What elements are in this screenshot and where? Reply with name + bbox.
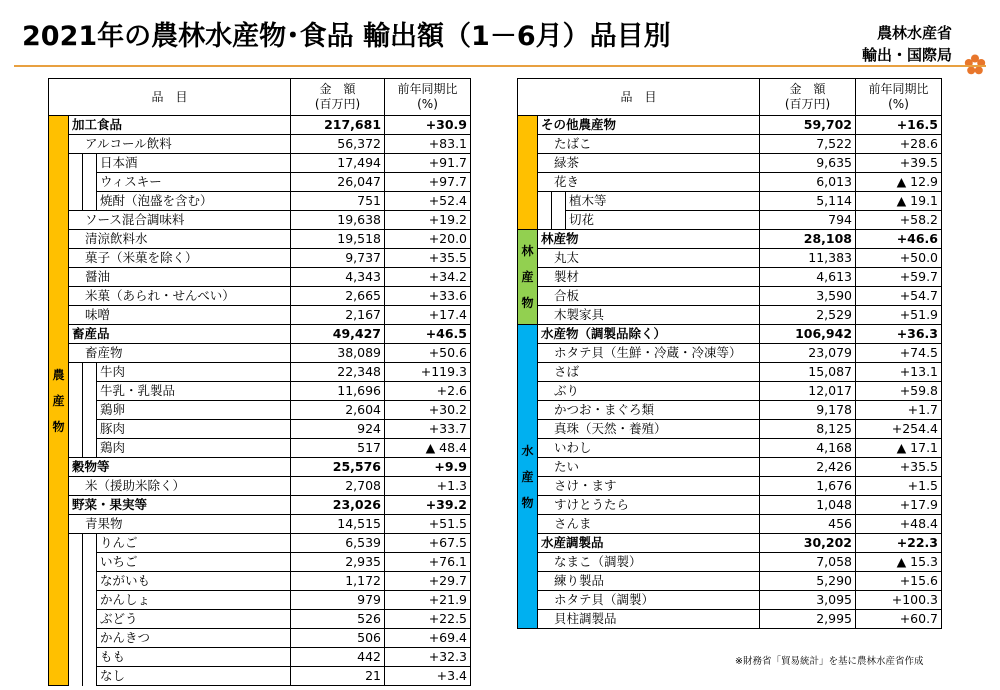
item-name: 味噌 bbox=[69, 306, 291, 325]
indent-cell bbox=[83, 610, 97, 629]
amount-value: 794 bbox=[760, 211, 856, 230]
ratio-value: +30.2 bbox=[385, 401, 471, 420]
amount-value: 5,290 bbox=[760, 572, 856, 591]
header-amount: 金 額 (百万円) bbox=[291, 79, 385, 116]
ratio-value: +67.5 bbox=[385, 534, 471, 553]
ratio-value: +33.7 bbox=[385, 420, 471, 439]
indent-cell bbox=[69, 629, 83, 648]
category-char: 水 bbox=[521, 443, 534, 458]
ratio-value: +36.3 bbox=[856, 325, 942, 344]
indent-cell bbox=[69, 401, 83, 420]
amount-value: 19,518 bbox=[291, 230, 385, 249]
table-row bbox=[49, 667, 471, 686]
item-name: 米（援助米除く） bbox=[69, 477, 291, 496]
table-row bbox=[49, 648, 471, 667]
table-row bbox=[518, 325, 942, 344]
indent-cell bbox=[83, 591, 97, 610]
table-row bbox=[49, 363, 471, 382]
item-name: かつお・まぐろ類 bbox=[538, 401, 760, 420]
indent-cell bbox=[83, 553, 97, 572]
table-row bbox=[518, 230, 942, 249]
ratio-value: +46.5 bbox=[385, 325, 471, 344]
indent-cell bbox=[69, 572, 83, 591]
table-row bbox=[49, 344, 471, 363]
table-row bbox=[518, 173, 942, 192]
ratio-value: +3.4 bbox=[385, 667, 471, 686]
item-name: ぶどう bbox=[97, 610, 291, 629]
table-row bbox=[518, 154, 942, 173]
item-name: 貝柱調製品 bbox=[538, 610, 760, 629]
amount-value: 11,383 bbox=[760, 249, 856, 268]
item-name: たばこ bbox=[538, 135, 760, 154]
ratio-value: +50.0 bbox=[856, 249, 942, 268]
ratio-value: +58.2 bbox=[856, 211, 942, 230]
indent-cell bbox=[83, 401, 97, 420]
category-char: 林 bbox=[521, 244, 534, 258]
table-row bbox=[518, 458, 942, 477]
amount-value: 22,348 bbox=[291, 363, 385, 382]
item-name: 穀物等 bbox=[69, 458, 291, 477]
table-row bbox=[518, 363, 942, 382]
ratio-value: ▲ 15.3 bbox=[856, 553, 942, 572]
ratio-value: +60.7 bbox=[856, 610, 942, 629]
table-row bbox=[49, 192, 471, 211]
amount-value: 30,202 bbox=[760, 534, 856, 553]
category-cell bbox=[518, 116, 538, 230]
category-char: 農 bbox=[52, 367, 65, 382]
ratio-value: +35.5 bbox=[385, 249, 471, 268]
amount-value: 979 bbox=[291, 591, 385, 610]
item-name: ホタテ貝（調製） bbox=[538, 591, 760, 610]
item-name: いちご bbox=[97, 553, 291, 572]
indent-cell bbox=[83, 572, 97, 591]
indent-cell bbox=[83, 154, 97, 173]
amount-value: 6,539 bbox=[291, 534, 385, 553]
agency-line-2: 輸出・国際局 bbox=[861, 46, 952, 64]
item-name: 真珠（天然・養殖） bbox=[538, 420, 760, 439]
table-row bbox=[49, 135, 471, 154]
amount-value: 5,114 bbox=[760, 192, 856, 211]
item-name: 豚肉 bbox=[97, 420, 291, 439]
indent-cell bbox=[538, 192, 552, 211]
table-row bbox=[49, 211, 471, 230]
table-row bbox=[49, 496, 471, 515]
table-row bbox=[518, 401, 942, 420]
indent-cell bbox=[83, 363, 97, 382]
table-row bbox=[518, 249, 942, 268]
indent-cell bbox=[83, 420, 97, 439]
amount-value: 9,635 bbox=[760, 154, 856, 173]
right-table-body bbox=[518, 116, 942, 629]
amount-value: 3,590 bbox=[760, 287, 856, 306]
ratio-value: +51.9 bbox=[856, 306, 942, 325]
ratio-value: +22.3 bbox=[856, 534, 942, 553]
item-name: 水産調製品 bbox=[538, 534, 760, 553]
amount-value: 506 bbox=[291, 629, 385, 648]
ratio-value: +13.1 bbox=[856, 363, 942, 382]
ratio-value: +52.4 bbox=[385, 192, 471, 211]
table-row bbox=[518, 135, 942, 154]
header-ratio: 前年同期比 (%) bbox=[856, 79, 942, 116]
amount-value: 751 bbox=[291, 192, 385, 211]
item-name: 製材 bbox=[538, 268, 760, 287]
indent-cell bbox=[69, 534, 83, 553]
table-row bbox=[518, 572, 942, 591]
header-item: 品 目 bbox=[49, 79, 291, 116]
item-name: かんきつ bbox=[97, 629, 291, 648]
table-row bbox=[518, 610, 942, 629]
ratio-value: +76.1 bbox=[385, 553, 471, 572]
item-name: 林産物 bbox=[538, 230, 760, 249]
table-row bbox=[49, 306, 471, 325]
title-underline bbox=[14, 65, 986, 67]
left-table-body bbox=[49, 116, 471, 686]
ratio-value: +22.5 bbox=[385, 610, 471, 629]
table-row bbox=[518, 515, 942, 534]
agency-name bbox=[862, 22, 952, 66]
amount-value: 1,172 bbox=[291, 572, 385, 591]
item-name: 木製家具 bbox=[538, 306, 760, 325]
item-name: さば bbox=[538, 363, 760, 382]
amount-value: 2,426 bbox=[760, 458, 856, 477]
table-row bbox=[49, 249, 471, 268]
ratio-value: +17.4 bbox=[385, 306, 471, 325]
ratio-value: +20.0 bbox=[385, 230, 471, 249]
ratio-value: +54.7 bbox=[856, 287, 942, 306]
category-char: 物 bbox=[521, 495, 534, 510]
indent-cell bbox=[69, 553, 83, 572]
amount-value: 21 bbox=[291, 667, 385, 686]
indent-cell bbox=[69, 192, 83, 211]
amount-value: 23,079 bbox=[760, 344, 856, 363]
ratio-value: +100.3 bbox=[856, 591, 942, 610]
item-name: 練り製品 bbox=[538, 572, 760, 591]
table-row bbox=[518, 192, 942, 211]
item-name: 水産物（調製品除く） bbox=[538, 325, 760, 344]
category-cell bbox=[518, 230, 538, 325]
table-row bbox=[49, 325, 471, 344]
ratio-value: +32.3 bbox=[385, 648, 471, 667]
indent-cell bbox=[83, 173, 97, 192]
table-row bbox=[49, 477, 471, 496]
table-row bbox=[518, 344, 942, 363]
item-name: なまこ（調製） bbox=[538, 553, 760, 572]
amount-value: 9,178 bbox=[760, 401, 856, 420]
table-row bbox=[518, 534, 942, 553]
item-name: 畜産物 bbox=[69, 344, 291, 363]
item-name: さけ・ます bbox=[538, 477, 760, 496]
item-name: 花き bbox=[538, 173, 760, 192]
item-name: 植木等 bbox=[566, 192, 760, 211]
amount-value: 4,613 bbox=[760, 268, 856, 287]
table-row bbox=[518, 306, 942, 325]
ratio-value: +46.6 bbox=[856, 230, 942, 249]
amount-value: 6,013 bbox=[760, 173, 856, 192]
item-name: 加工食品 bbox=[69, 116, 291, 135]
item-name: 清涼飲料水 bbox=[69, 230, 291, 249]
amount-value: 14,515 bbox=[291, 515, 385, 534]
item-name: ウィスキー bbox=[97, 173, 291, 192]
table-row bbox=[49, 629, 471, 648]
ratio-value: ▲ 17.1 bbox=[856, 439, 942, 458]
item-name: 牛肉 bbox=[97, 363, 291, 382]
category-char: 物 bbox=[52, 419, 65, 434]
table-row bbox=[49, 553, 471, 572]
amount-value: 59,702 bbox=[760, 116, 856, 135]
amount-value: 2,167 bbox=[291, 306, 385, 325]
indent-cell bbox=[69, 154, 83, 173]
amount-value: 38,089 bbox=[291, 344, 385, 363]
table-row bbox=[49, 420, 471, 439]
ratio-value: +33.6 bbox=[385, 287, 471, 306]
amount-value: 4,168 bbox=[760, 439, 856, 458]
amount-value: 2,604 bbox=[291, 401, 385, 420]
ratio-value: +29.7 bbox=[385, 572, 471, 591]
ratio-value: +1.7 bbox=[856, 401, 942, 420]
table-row bbox=[49, 515, 471, 534]
amount-value: 4,343 bbox=[291, 268, 385, 287]
item-name: たい bbox=[538, 458, 760, 477]
category-char: 産 bbox=[521, 270, 534, 284]
ratio-value: +97.7 bbox=[385, 173, 471, 192]
indent-cell bbox=[69, 591, 83, 610]
amount-value: 11,696 bbox=[291, 382, 385, 401]
item-name: アルコール飲料 bbox=[69, 135, 291, 154]
indent-cell bbox=[83, 382, 97, 401]
amount-value: 106,942 bbox=[760, 325, 856, 344]
amount-value: 2,708 bbox=[291, 477, 385, 496]
ratio-value: +21.9 bbox=[385, 591, 471, 610]
amount-value: 19,638 bbox=[291, 211, 385, 230]
item-name: 焼酎（泡盛を含む） bbox=[97, 192, 291, 211]
amount-value: 23,026 bbox=[291, 496, 385, 515]
item-name: 日本酒 bbox=[97, 154, 291, 173]
indent-cell bbox=[552, 192, 566, 211]
indent-cell bbox=[69, 382, 83, 401]
ratio-value: ▲ 12.9 bbox=[856, 173, 942, 192]
ratio-value: +254.4 bbox=[856, 420, 942, 439]
item-name: かんしょ bbox=[97, 591, 291, 610]
indent-cell bbox=[69, 173, 83, 192]
indent-cell bbox=[538, 211, 552, 230]
table-row bbox=[49, 230, 471, 249]
amount-value: 1,048 bbox=[760, 496, 856, 515]
indent-cell bbox=[83, 648, 97, 667]
indent-cell bbox=[83, 534, 97, 553]
indent-cell bbox=[69, 363, 83, 382]
item-name: ソース混合調味料 bbox=[69, 211, 291, 230]
ratio-value: +83.1 bbox=[385, 135, 471, 154]
ratio-value: +30.9 bbox=[385, 116, 471, 135]
item-name: 畜産品 bbox=[69, 325, 291, 344]
amount-value: 56,372 bbox=[291, 135, 385, 154]
amount-value: 8,125 bbox=[760, 420, 856, 439]
table-row bbox=[49, 610, 471, 629]
indent-cell bbox=[83, 667, 97, 686]
ratio-value: ▲ 48.4 bbox=[385, 439, 471, 458]
source-footnote: ※財務省「貿易統計」を基に農林水産省作成 bbox=[735, 656, 924, 667]
item-name: 合板 bbox=[538, 287, 760, 306]
item-name: いわし bbox=[538, 439, 760, 458]
table-row bbox=[49, 287, 471, 306]
indent-cell bbox=[69, 439, 83, 458]
left-table bbox=[48, 78, 471, 686]
category-char: 産 bbox=[521, 469, 534, 484]
ratio-value: +9.9 bbox=[385, 458, 471, 477]
table-row bbox=[518, 439, 942, 458]
ratio-value: +35.5 bbox=[856, 458, 942, 477]
table-row bbox=[49, 534, 471, 553]
ratio-value: +1.5 bbox=[856, 477, 942, 496]
table-row bbox=[49, 268, 471, 287]
item-name: 野菜・果実等 bbox=[69, 496, 291, 515]
amount-value: 15,087 bbox=[760, 363, 856, 382]
ratio-value: +59.8 bbox=[856, 382, 942, 401]
amount-value: 9,737 bbox=[291, 249, 385, 268]
amount-value: 2,665 bbox=[291, 287, 385, 306]
agency-line-1: 農林水産省 bbox=[876, 24, 952, 42]
ratio-value: +51.5 bbox=[385, 515, 471, 534]
right-table bbox=[517, 78, 942, 629]
item-name: ながいも bbox=[97, 572, 291, 591]
table-row bbox=[518, 496, 942, 515]
ratio-value: +34.2 bbox=[385, 268, 471, 287]
ratio-value: +39.2 bbox=[385, 496, 471, 515]
amount-value: 28,108 bbox=[760, 230, 856, 249]
item-name: 醤油 bbox=[69, 268, 291, 287]
table-row bbox=[518, 268, 942, 287]
item-name: ぶり bbox=[538, 382, 760, 401]
ratio-value: +48.4 bbox=[856, 515, 942, 534]
indent-cell bbox=[69, 648, 83, 667]
table-row bbox=[49, 591, 471, 610]
item-name: 菓子（米菓を除く） bbox=[69, 249, 291, 268]
amount-value: 25,576 bbox=[291, 458, 385, 477]
table-row bbox=[518, 420, 942, 439]
amount-value: 3,095 bbox=[760, 591, 856, 610]
ratio-value: +69.4 bbox=[385, 629, 471, 648]
item-name: 丸太 bbox=[538, 249, 760, 268]
table-row bbox=[518, 553, 942, 572]
ratio-value: +39.5 bbox=[856, 154, 942, 173]
amount-value: 2,529 bbox=[760, 306, 856, 325]
table-row bbox=[49, 401, 471, 420]
item-name: 鶏肉 bbox=[97, 439, 291, 458]
ratio-value: +2.6 bbox=[385, 382, 471, 401]
amount-value: 17,494 bbox=[291, 154, 385, 173]
indent-cell bbox=[69, 667, 83, 686]
item-name: なし bbox=[97, 667, 291, 686]
amount-value: 924 bbox=[291, 420, 385, 439]
header-item: 品 目 bbox=[518, 79, 760, 116]
indent-cell bbox=[552, 211, 566, 230]
page-title: 2021年の農林水産物･食品 輸出額（1－6月）品目別 bbox=[22, 21, 671, 52]
amount-value: 1,676 bbox=[760, 477, 856, 496]
amount-value: 442 bbox=[291, 648, 385, 667]
table-row bbox=[518, 382, 942, 401]
ratio-value: +50.6 bbox=[385, 344, 471, 363]
item-name: りんご bbox=[97, 534, 291, 553]
ratio-value: +74.5 bbox=[856, 344, 942, 363]
indent-cell bbox=[83, 629, 97, 648]
item-name: 緑茶 bbox=[538, 154, 760, 173]
table-row bbox=[518, 116, 942, 135]
item-name: 切花 bbox=[566, 211, 760, 230]
table-row bbox=[49, 382, 471, 401]
amount-value: 2,935 bbox=[291, 553, 385, 572]
ratio-value: +1.3 bbox=[385, 477, 471, 496]
amount-value: 49,427 bbox=[291, 325, 385, 344]
ratio-value: +19.2 bbox=[385, 211, 471, 230]
category-cell bbox=[49, 116, 69, 686]
ratio-value: ▲ 19.1 bbox=[856, 192, 942, 211]
indent-cell bbox=[83, 192, 97, 211]
amount-value: 526 bbox=[291, 610, 385, 629]
ratio-value: +28.6 bbox=[856, 135, 942, 154]
table-row bbox=[49, 439, 471, 458]
ratio-value: +91.7 bbox=[385, 154, 471, 173]
table-row bbox=[518, 287, 942, 306]
header-amount: 金 額 (百万円) bbox=[760, 79, 856, 116]
table-row bbox=[518, 211, 942, 230]
amount-value: 517 bbox=[291, 439, 385, 458]
category-cell bbox=[518, 325, 538, 629]
table-row bbox=[518, 477, 942, 496]
table-row bbox=[49, 572, 471, 591]
item-name: 米菓（あられ・せんべい） bbox=[69, 287, 291, 306]
table-row bbox=[49, 154, 471, 173]
indent-cell bbox=[83, 439, 97, 458]
ratio-value: +16.5 bbox=[856, 116, 942, 135]
item-name: もも bbox=[97, 648, 291, 667]
category-char: 物 bbox=[521, 296, 534, 310]
ratio-value: +119.3 bbox=[385, 363, 471, 382]
item-name: その他農産物 bbox=[538, 116, 760, 135]
ratio-value: +17.9 bbox=[856, 496, 942, 515]
header-ratio: 前年同期比 (%) bbox=[385, 79, 471, 116]
ratio-value: +15.6 bbox=[856, 572, 942, 591]
amount-value: 217,681 bbox=[291, 116, 385, 135]
item-name: 牛乳・乳製品 bbox=[97, 382, 291, 401]
amount-value: 7,058 bbox=[760, 553, 856, 572]
item-name: ホタテ貝（生鮮・冷蔵・冷凍等） bbox=[538, 344, 760, 363]
table-row bbox=[518, 591, 942, 610]
ratio-value: +59.7 bbox=[856, 268, 942, 287]
item-name: 鶏卵 bbox=[97, 401, 291, 420]
table-row bbox=[49, 458, 471, 477]
amount-value: 456 bbox=[760, 515, 856, 534]
category-char: 産 bbox=[52, 393, 65, 408]
item-name: 青果物 bbox=[69, 515, 291, 534]
indent-cell bbox=[69, 610, 83, 629]
amount-value: 12,017 bbox=[760, 382, 856, 401]
amount-value: 7,522 bbox=[760, 135, 856, 154]
table-row bbox=[49, 116, 471, 135]
amount-value: 26,047 bbox=[291, 173, 385, 192]
table-row bbox=[49, 173, 471, 192]
indent-cell bbox=[69, 420, 83, 439]
item-name: さんま bbox=[538, 515, 760, 534]
amount-value: 2,995 bbox=[760, 610, 856, 629]
item-name: すけとうたら bbox=[538, 496, 760, 515]
